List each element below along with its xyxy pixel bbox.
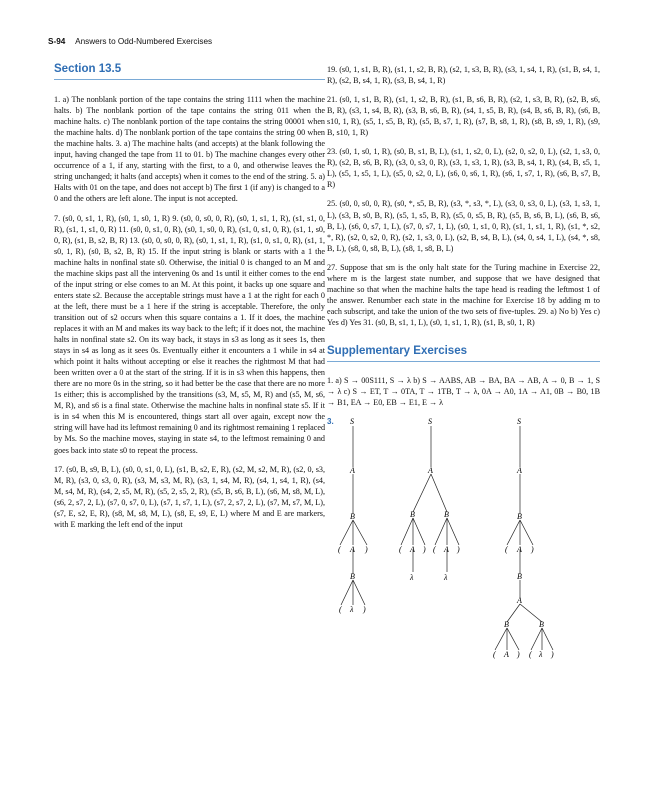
tree-node: λ	[410, 573, 414, 583]
tree-node: B	[410, 510, 415, 520]
tree-node: (	[505, 545, 508, 555]
page-header	[48, 37, 212, 46]
tree-node: B	[517, 512, 522, 522]
tree-edges	[340, 426, 553, 650]
tree-node: λ	[350, 605, 354, 615]
answer-paragraph: 25. (s0, 0, s0, 0, R), (s0, *, s5, B, R), (s3, *, s3, *, L), (s3, 0, s3, 0, L), (s3, 1, s3, 1, L), (s3, B, s0, B, R), (s5, 1, s5, B, R), (s5, 0, s5, B, R), (s5, B, s6, B, L), (s6, B, s6, B, L), (s6, 0, s7, 1, L), (s7, 0, s7, 1, L), (s0, 1, s1, 0, R), (s1, 1, s1, 1, R), (s1, *, s2, *, R), (s2, 0, s2, 0, R), (s2, 1, s3, 0, L), (s2, B, s4, B, L), (s4, 0, s4, 1, L), (s4, *, s8, B, L), (s8, 0, s8, B, L), (s8, 1, s8, B, L)	[327, 199, 600, 253]
supplementary-title: Supplementary Exercises	[327, 346, 600, 362]
tree-node: B	[444, 510, 449, 520]
tree-node: A	[428, 466, 433, 476]
tree-node: A	[504, 650, 509, 660]
answer-paragraph: 23. (s0, 1, s0, 1, R), (s0, B, s1, B, L), (s1, 1, s2, 0, L), (s2, 0, s2, 0, L), (s2, 1, s3, 0, R), (s2, B, s6, B, R), (s3, 0, s3, 0, R), (s3, 1, s3, 1, R), (s3, B, s4, 1, R), (s4, B, s5, 1, L), (s5, 1, s5, 1, L), (s5, 0, s2, 0, L), (s6, 0, s6, 1, R), (s6, 1, s7, 1, R), (s6, B, s7, B, R)	[327, 147, 600, 190]
tree-node: B	[517, 572, 522, 582]
tree-node: λ	[444, 573, 448, 583]
left-column	[54, 64, 325, 534]
tree-node: (	[339, 605, 342, 615]
tree-node: )	[423, 545, 426, 555]
right-column	[327, 64, 600, 662]
tree-node: )	[363, 605, 366, 615]
answer-paragraph: 21. (s0, 1, s1, B, R), (s1, 1, s2, B, R), (s1, B, s6, B, R), (s2, 1, s3, B, R), (s2, B, s6, B, R), (s3, 1, s4, B, R), (s3, B, s6, B, R), (s4, 1, s5, B, R), (s4, B, s6, B, R), (s6, B, s10, 1, R), (s5, 1, s5, B, R), (s5, B, s7, 1, R), (s7, B, s8, 1, R), (s8, B, s9, 1, R), (s9, B, s10, 1, R)	[327, 95, 600, 138]
tree-node: S	[517, 417, 521, 427]
tree-node: A	[350, 545, 355, 555]
supplementary-paragraph: 1. a) S → 00S111, S → λ b) S → AABS, AB → BA, BA → AB, A → 0, B → 1, S → λ c) S → ET, T → 0TA, T → 1TB, T → λ, 0A → A0, 1A → A1, 0B → B0, 1B → B1, EA → E0, EB → E1, E → λ	[327, 376, 600, 408]
tree-node: )	[457, 545, 460, 555]
section-title: Section 13.5	[54, 64, 325, 80]
answer-paragraph: 27. Suppose that sm is the only halt state for the Turing machine in Exercise 22, where m is the largest state number, and suppose that we have designed that machine so that when the machine halts the tape head is reading the leftmost 1 of the answer. Renumber each state in the machine for Exercise 18 by adding m to each subscript, and take the union of the two sets of five-tuples. 29. a) No b) Yes c) Yes d) Yes 31. (s0, B, s1, 1, L), (s0, 1, s1, 1, R), (s1, B, s0, 1, R)	[327, 262, 600, 327]
tree-node: B	[539, 620, 544, 630]
tree-node: A	[410, 545, 415, 555]
tree-node: (	[433, 545, 436, 555]
exercise-number: 3.	[327, 417, 334, 427]
derivation-trees-figure	[327, 412, 600, 662]
answer-paragraph: 7. (s0, 0, s1, 1, R), (s0, 1, s0, 1, R) 9. (s0, 0, s0, 0, R), (s0, 1, s1, 1, R), (s1, s1, 0, R), (s1, 1, s1, 0, R) 11. (s0, 0, s1, 0, R), (s0, 1, s0, 0, R), (s1, 0, s1, 0, R), (s1, 1, s0, 0, R), (s1, B, s2, B, R) 13. (s0, 0, s0, 0, R), (s0, 1, s1, 1, R), (s1, 0, s1, 0, R), (s1, 1, s0, 1, R), (s0, B, s2, B, R) 15. If the input string is blank or starts with a 1 the machine halts in nonfinal state s0. Otherwise, the initial 0 is changed to an M and the machine skips past all the intervening 0s and 1s until it either comes to the end of the input string or else comes to an M. At this point, it backs up one square and enters state s2. Because the acceptable strings must have a 1 at the right for each 0 at the left, there must be a 1 here if the string is acceptable. Therefore, the only transition out of s2 occurs when this square contains a 1. If it does, the machine replaces it with an M and makes its way back to the left; if it does not, the machine halts in nonfinal state s2. On its way back, it stays in s3 as long as it sees 1s, then stays in s4 as long as it sees 0s. Eventually either it encounters a 1 while in s4 at which point it halts without accepting or else it reaches the rightmost M that had been written over a 0 at the start of the string. If it is in s3 when this happens, then there are no more 0s in the string, so it had better be the case that there are no more 1s either; this is accomplished by the transitions (s3, M, s5, M, R) and (s5, M, s6, M, R), and s6 is a final state. Otherwise the machine halts in nonfinal state s5. If it is in s4 when this M is encountered, things start all over again, except now the string will have had its leftmost remaining 0 and its rightmost remaining 1 replaced by Ms. So the machine moves, staying in state s4, to the leftmost remaining 0 and goes back into state s0 to repeat the process.	[54, 213, 326, 455]
tree-node: )	[517, 650, 520, 660]
tree-node: )	[365, 545, 368, 555]
tree-node: B	[350, 512, 355, 522]
answer-paragraph: 19. (s0, 1, s1, B, R), (s1, 1, s2, B, R), (s2, 1, s3, B, R), (s3, 1, s4, 1, R), (s1, B, s4, 1, R), (s2, B, s4, 1, R), (s3, B, s4, 1, R)	[327, 65, 600, 86]
tree-node: B	[350, 572, 355, 582]
tree-node: λ	[539, 650, 543, 660]
answer-paragraph: 17. (s0, B, s9, B, L), (s0, 0, s1, 0, L), (s1, B, s2, E, R), (s2, M, s2, M, R), (s2, 0, s3, M, R), (s3, 0, s3, 0, R), (s3, M, s3, M, R), (s3, 1, s4, M, R), (s4, 1, s4, 1, R), (s4, M, s4, M, R), (s4, 2, s5, M, R), (s5, 2, s5, 2, R), (s5, B, s6, B, L), (s6, M, s8, M, L), (s6, 2, s7, 2, L), (s7, 0, s7, 0, L), (s7, 1, s7, 1, L), (s7, 2, s7, 2, L), (s7, M, s7, M, L), (s7, E, s2, E, R), (s8, M, s8, M, L), (s8, E, s9, E, L) where M and E are markers, with E marking the left end of the input	[54, 464, 325, 529]
tree-node: S	[350, 417, 354, 427]
tree-node: (	[399, 545, 402, 555]
tree-node: A	[444, 545, 449, 555]
tree-node-labels	[338, 417, 554, 659]
tree-node: B	[504, 620, 509, 630]
tree-node: A	[517, 466, 522, 476]
tree-node: A	[517, 596, 522, 606]
page-number: S-94	[48, 37, 66, 46]
tree-node: (	[338, 545, 341, 555]
answer-paragraph: 1. a) The nonblank portion of the tape contains the string 1111 when the machine halts. b) The nonblank portion of the tape contains the string 011 when the machine halts. c) The nonblank portion of the tape contains the string 00001 when the machine halts. d) The nonblank portion of the tape contains the string 00 when the machine halts. 3. a) The machine halts (and accepts) at the blank following the input, having changed the tape from 11 to 01. b) The machine changes every other occurrence of a 1, if any, starting with the first, to a 0, and otherwise leaves the string unchanged; it halts (and accepts) when it comes to the end of the string. 5. a) Halts with 01 on the tape, and does not accept b) The first 1 (if any) is changed to a 0 and the others are left alone. The input is not accepted.	[54, 95, 325, 204]
tree-node: A	[350, 466, 355, 476]
tree-node: A	[517, 545, 522, 555]
tree-node: (	[529, 650, 532, 660]
tree-node: S	[428, 417, 432, 427]
tree-node: )	[531, 545, 534, 555]
tree-node: (	[493, 650, 496, 660]
derivation-trees	[327, 412, 600, 662]
running-title: Answers to Odd-Numbered Exercises	[75, 37, 213, 46]
tree-node: )	[551, 650, 554, 660]
